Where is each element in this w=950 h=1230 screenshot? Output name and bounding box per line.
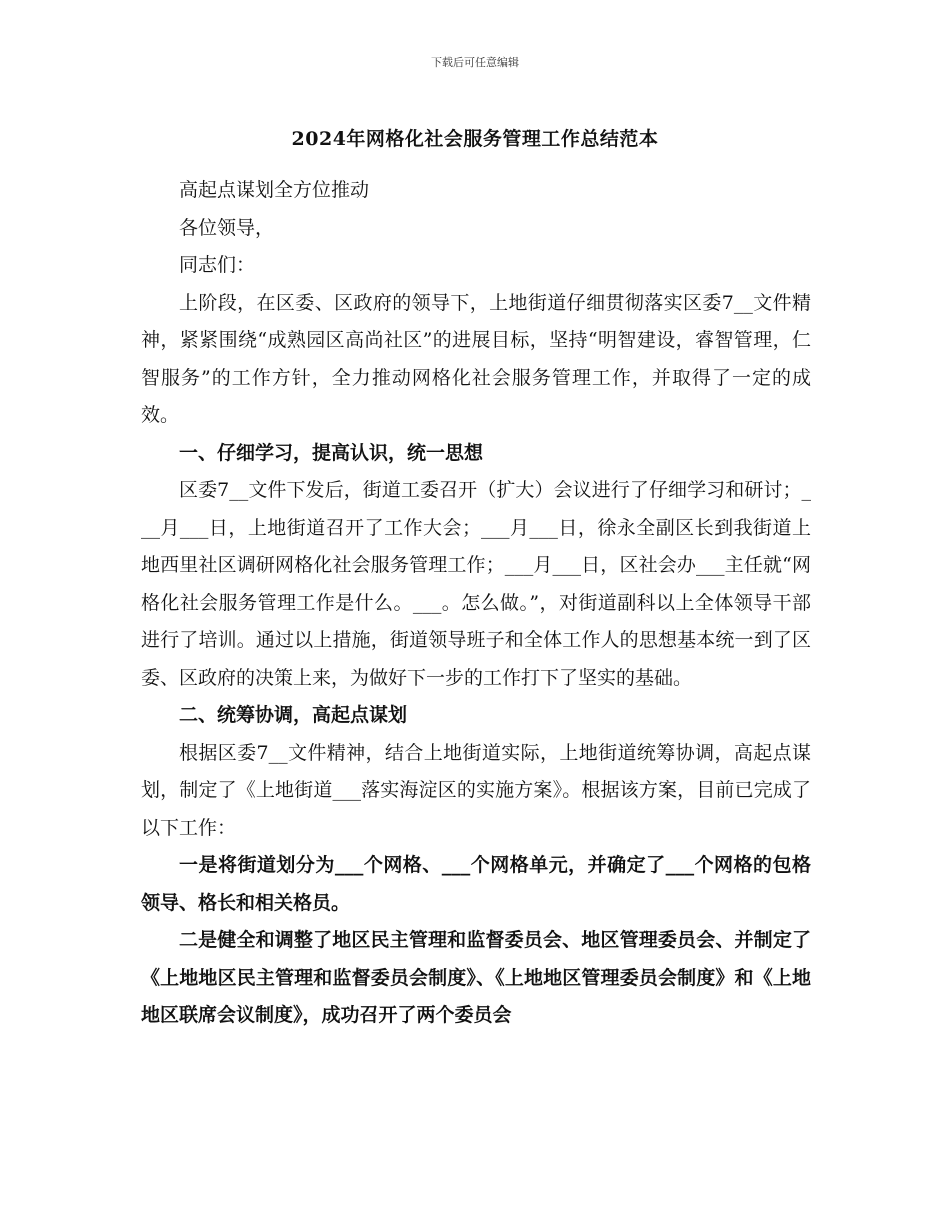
salutation-comrades: 同志们： (179, 254, 256, 276)
point-1-paragraph: 一是将街道划分为___个网格、___个网格单元，并确定了___个网格的包格领导、格长和相关格员。 (141, 854, 811, 914)
section-heading-2: 二、统筹协调，高起点谋划 (179, 704, 408, 726)
header-note: 下载后可任意编辑 (431, 56, 519, 69)
document-title: 2024年网格化社会服务管理工作总结范本 (291, 128, 659, 150)
intro-paragraph: 上阶段，在区委、区政府的领导下，上地街道仔细贯彻落实区委7__文件精神，紧紧围绕“成熟园区高尚社区”的进展目标，坚持“明智建设，睿智管理，仁智服务”的工作方针，全力推动网格化社会服务管理工作，并取得了一定的成效。 (141, 291, 811, 426)
point-2-paragraph: 二是健全和调整了地区民主管理和监督委员会、地区管理委员会、并制定了《上地地区民主管理和监督委员会制度》、《上地地区管理委员会制度》和《上地地区联席会议制度》，成功召开了两个委员会 (141, 929, 811, 1026)
subtitle-paragraph: 高起点谋划全方位推动 (179, 179, 370, 201)
section-heading-1: 一、仔细学习，提高认识，统一思想 (179, 441, 484, 464)
salutation-leaders: 各位领导， (179, 216, 275, 239)
section-1-paragraph: 区委7__文件下发后，街道工委召开（扩大）会议进行了仔细学习和研讨；___月___日，上地街道召开了工作大会；___月___日，徐永全副区长到我街道上地西里社区调研网格化社会服务管理工作；___月___日，区社会办___主任就“网格化社会服务管理工作是什么。___。怎么做。”，对街道副科以上全体领导干部进行了培训。通过以上措施，街道领导班子和全体工作人的思想基本统一到了区委、区政府的决策上来，为做好下一步的工作打下了坚实的基础。 (141, 479, 811, 689)
section-2-paragraph: 根据区委7__文件精神，结合上地街道实际，上地街道统筹协调，高起点谋划，制定了《上地街道___落实海淀区的实施方案》。根据该方案，目前已完成了以下工作： (141, 741, 811, 839)
document-body (141, 172, 811, 1035)
